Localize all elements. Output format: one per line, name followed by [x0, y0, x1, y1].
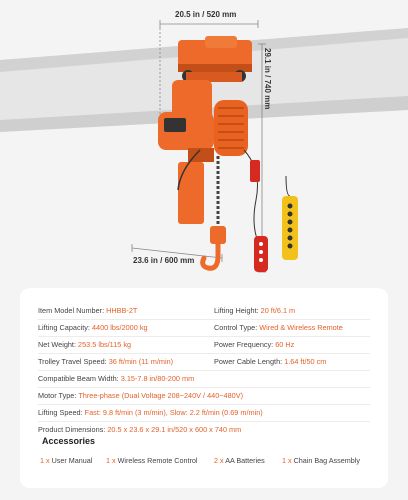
accessory-item: 1 x Chain Bag Assembly: [282, 456, 360, 465]
spec-net-weight: Net Weight: 253.5 lbs/115 kg: [38, 340, 132, 349]
spec-control-type: Control Type: Wired & Wireless Remote: [214, 323, 343, 332]
spec-beam-width: Compatible Beam Width: 3.15-7.8 in/80-200 mm: [38, 374, 195, 383]
power-plug: [250, 160, 260, 182]
spec-product-dimensions: Product Dimensions: 20.5 x 23.6 x 29.1 in/520 x 600 x 740 mm: [38, 425, 242, 434]
brand-plate: [164, 118, 186, 132]
spec-model: Item Model Number: HHBB-2T: [38, 306, 138, 315]
chain-bag: [178, 162, 204, 224]
specifications-card: [20, 288, 388, 488]
wired-pendant-control: [282, 176, 298, 260]
width-dimension-label: 20.5 in / 520 mm: [175, 10, 237, 19]
spec-lifting-speed: Lifting Speed: Fast: 9.8 ft/min (3 m/min), Slow: 2.2 ft/min (0.69 m/min): [38, 408, 263, 417]
spec-power-cable: Power Cable Length: 1.64 ft/50 cm: [214, 357, 327, 366]
spec-motor-type: Motor Type: Three-phase (Dual Voltage 208~240V / 440~480V): [38, 391, 244, 400]
accessory-item: 2 x AA Batteries: [214, 456, 265, 465]
accessory-item: 1 x User Manual: [40, 456, 93, 465]
spec-power-frequency: Power Frequency: 60 Hz: [214, 340, 295, 349]
wireless-remote-control: [254, 236, 268, 272]
accessories-title: Accessories: [42, 436, 96, 446]
spec-lifting-capacity: Lifting Capacity: 4400 lbs/2000 kg: [38, 323, 148, 332]
lifting-hook: [203, 226, 226, 268]
spec-lifting-height: Lifting Height: 20 ft/6.1 m: [214, 306, 296, 315]
spec-trolley-speed: Trolley Travel Speed: 36 ft/min (11 m/min): [38, 357, 174, 366]
accessory-item: 1 x Wireless Remote Control: [106, 456, 198, 465]
depth-dimension-label: 23.6 in / 600 mm: [133, 256, 195, 265]
electric-trolley: [178, 36, 252, 82]
height-dimension-label: 29.1 in / 740 mm: [263, 48, 272, 110]
